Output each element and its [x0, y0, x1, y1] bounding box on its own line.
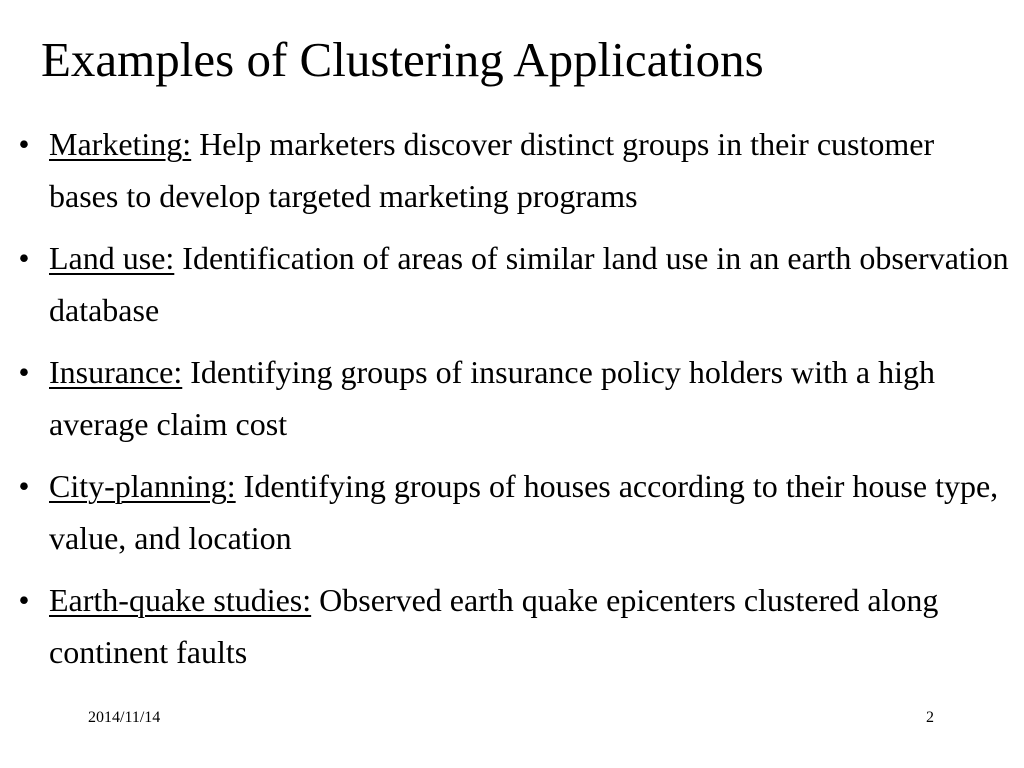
footer-date: 2014/11/14: [88, 709, 161, 726]
bullet-text: Identifying groups of houses according to their house type, value, and location: [49, 468, 999, 556]
bullet-text: Help marketers discover distinct groups in their customer bases to develop targeted marketing programs: [49, 126, 935, 214]
bullet-icon: •: [18, 468, 30, 504]
bullet-item-insurance: [0, 346, 1009, 450]
bullet-item-city-planning: [0, 460, 1009, 564]
bullet-text: Identification of areas of similar land use in an earth observation database: [49, 240, 1009, 328]
bullet-icon: •: [18, 126, 30, 162]
bullet-icon: •: [18, 354, 30, 390]
bullet-item-marketing: [0, 118, 1009, 222]
bullet-term: City-planning:: [49, 468, 236, 504]
bullet-item-earthquake-studies: [0, 574, 1009, 678]
bullet-term: Land use:: [49, 240, 175, 276]
bullet-term: Marketing:: [49, 126, 192, 162]
bullet-item-land-use: [0, 232, 1009, 336]
bullet-icon: •: [18, 582, 30, 618]
bullet-text: Observed earth quake epicenters clustered along continent faults: [49, 582, 939, 670]
bullet-icon: •: [18, 240, 30, 276]
bullet-term: Earth-quake studies:: [49, 582, 312, 618]
slide-title: Examples of Clustering Applications: [41, 32, 764, 87]
bullet-text: Identifying groups of insurance policy holders with a high average claim cost: [49, 354, 935, 442]
page-number: 2: [926, 709, 934, 726]
bullet-term: Insurance:: [49, 354, 183, 390]
bullet-list: [0, 118, 1024, 688]
